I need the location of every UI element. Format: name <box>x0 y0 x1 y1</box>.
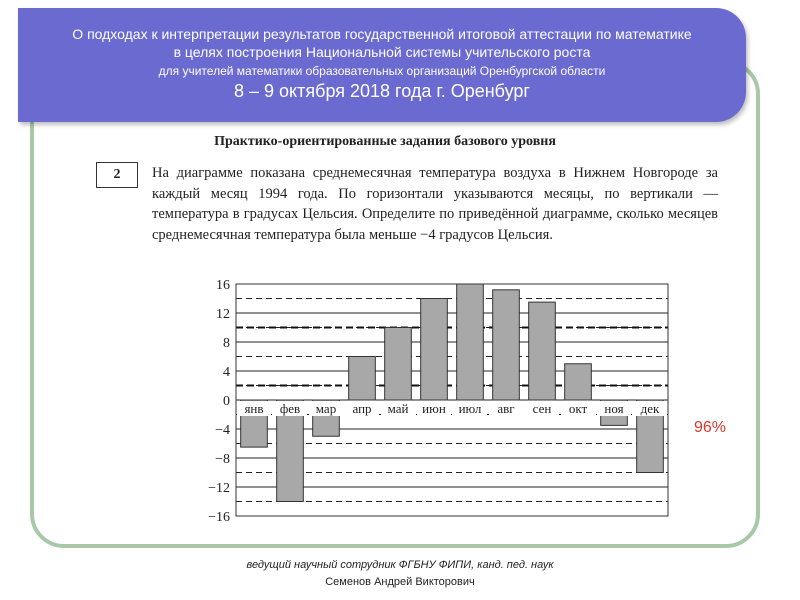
x-tick-label-янв: янв <box>244 401 264 416</box>
x-tick-label-апр: апр <box>352 401 372 416</box>
x-tick-label-июл: июл <box>458 401 482 416</box>
y-tick-label: −12 <box>208 481 230 496</box>
header-banner <box>18 8 746 122</box>
author-position: ведущий научный сотрудник ФГБНУ ФИПИ, канд. пед. наук <box>246 559 554 571</box>
bar-май <box>385 328 412 401</box>
bar-авг <box>493 290 520 400</box>
x-tick-label-окт: окт <box>568 401 588 416</box>
temperature-bar-chart <box>190 272 690 524</box>
header-line-1: О подходах к интерпретации результатов государственной итоговой аттестации по математике <box>72 26 692 42</box>
bar-апр <box>349 357 376 401</box>
y-tick-label: 0 <box>223 394 230 409</box>
x-tick-label-дек: дек <box>640 401 660 416</box>
x-tick-label-сен: сен <box>532 401 552 416</box>
y-tick-label: 4 <box>223 365 230 380</box>
task-number: 2 <box>96 162 138 188</box>
y-tick-label: 8 <box>223 336 230 351</box>
header-line-2: в целях построения Национальной системы учительского роста <box>173 44 591 60</box>
author-name: Семенов Андрей Викторович <box>325 576 475 588</box>
bar-июл <box>457 284 484 400</box>
section-title: Практико-ориентированные задания базового уровня <box>214 134 556 149</box>
x-tick-label-июн: июн <box>422 401 446 416</box>
bar-сен <box>529 302 556 400</box>
result-percent: 96% <box>694 419 727 436</box>
x-tick-label-фев: фев <box>279 401 301 416</box>
header-line-3: для учителей математики образовательных организаций Оренбургской области <box>158 64 606 78</box>
task-text: На диаграмме показана среднемесячная температура воздуха в Нижнем Новгороде за каждый месяц 1994 года. По горизонтали указываются месяцы, по вертикали — температура в градусах Цельсия. Определите по приведённой диаграмме, сколько месяцев среднемесячная температура была меньше −4 градусов Цельсия. <box>152 165 718 243</box>
bar-окт <box>565 364 592 400</box>
x-tick-label-авг: авг <box>497 401 515 416</box>
y-tick-label: 16 <box>216 278 230 293</box>
x-tick-label-мар: мар <box>315 401 337 416</box>
y-tick-label: −16 <box>208 510 230 524</box>
x-tick-label-май: май <box>387 401 409 416</box>
y-tick-label: −4 <box>215 423 230 438</box>
bar-июн <box>421 299 448 401</box>
x-tick-label-ноя: ноя <box>604 401 624 416</box>
y-tick-label: 12 <box>216 307 230 322</box>
y-tick-label: −8 <box>215 452 230 467</box>
header-date-place: 8 – 9 октября 2018 года г. Оренбург <box>234 81 530 101</box>
